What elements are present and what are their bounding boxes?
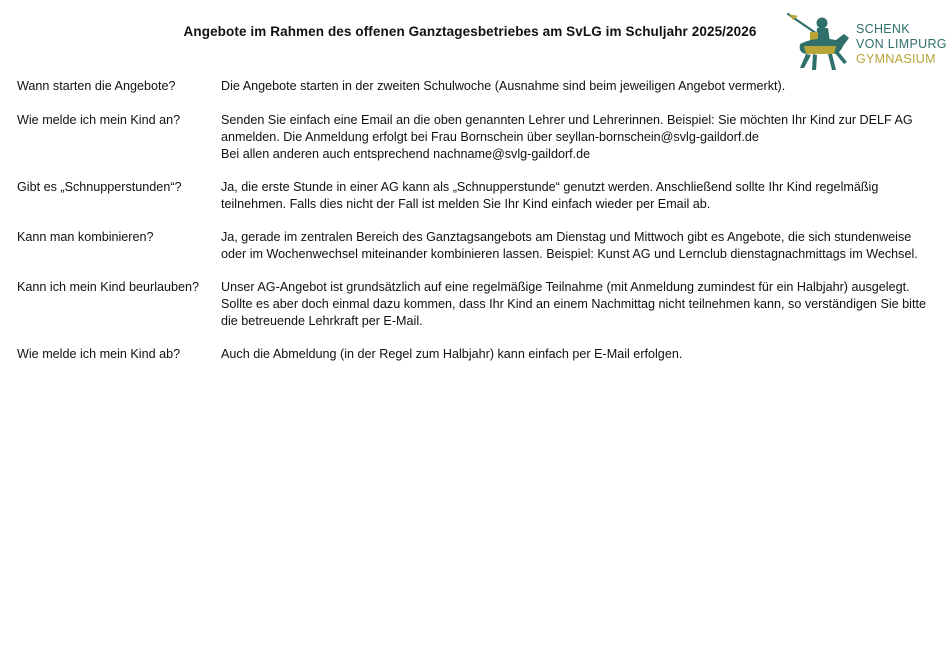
faq-answer-text: Die Angebote starten in der zweiten Schulwoche (Ausnahme sind beim jeweiligen Angebot vermerkt). xyxy=(221,79,786,93)
faq-answer-text: Senden Sie einfach eine Email an die oben genannten Lehrer und Lehrerinnen. Beispiel: Sie möchten Ihr Kind zur DELF AG anmelden. Die Anmeldung erfolgt bei Frau Bornschein über seyllan-bornschein@svlg-gaildorf.de xyxy=(221,113,913,144)
faq-question: Gibt es „Schnupperstunden“? xyxy=(17,180,182,194)
faq-answer-text: Ja, gerade im zentralen Bereich des Ganztagsangebots am Dienstag und Mittwoch gibt es Angebote, die sich stundenweise oder im Wochenwechsel miteinander kombinieren lassen. Beispiel: Kunst AG und Lernclub dienstagnachmittags im Wechsel. xyxy=(221,230,918,261)
faq-answer-text: Ja, die erste Stunde in einer AG kann als „Schnupperstunde“ genutzt werden. Anschließend sollte Ihr Kind regelmäßig teilnehmen. Falls dies nicht der Fall ist melden Sie Ihr Kind einfach wieder per Email ab. xyxy=(221,180,879,211)
faq-list xyxy=(17,78,937,363)
faq-row-combine xyxy=(17,229,937,263)
faq-question: Wann starten die Angebote? xyxy=(17,79,176,93)
faq-answer xyxy=(221,112,937,163)
logo-line-1: SCHENK xyxy=(856,22,910,36)
faq-answer-text: Bei allen anderen auch entsprechend nachname@svlg-gaildorf.de xyxy=(221,147,591,161)
faq-row-unregister xyxy=(17,346,937,363)
faq-row-trial xyxy=(17,179,937,213)
faq-answer xyxy=(221,78,937,95)
faq-answer xyxy=(221,279,937,330)
logo-line-3: GYMNASIUM xyxy=(856,52,936,66)
school-logo xyxy=(786,10,950,72)
faq-question: Wie melde ich mein Kind ab? xyxy=(17,347,181,361)
knight-rider-icon xyxy=(786,10,852,72)
logo-line-2: VON LIMPURG xyxy=(856,37,947,51)
faq-row-leave xyxy=(17,279,937,330)
faq-question: Kann man kombinieren? xyxy=(17,230,154,244)
faq-question: Wie melde ich mein Kind an? xyxy=(17,113,181,127)
faq-answer xyxy=(221,229,937,263)
faq-answer xyxy=(221,179,937,213)
faq-row-start xyxy=(17,78,937,95)
faq-question: Kann ich mein Kind beurlauben? xyxy=(17,280,200,294)
faq-row-register xyxy=(17,112,937,163)
faq-answer xyxy=(221,346,937,363)
faq-answer-text: Unser AG-Angebot ist grundsätzlich auf eine regelmäßige Teilnahme (mit Anmeldung zumindest für ein Halbjahr) ausgelegt. Sollte es aber doch einmal dazu kommen, dass Ihr Kind an einem Nachmittag nicht teilnehmen kann, so verständigen Sie bitte die betreuende Lehrkraft per E-Mail. xyxy=(221,280,926,328)
faq-answer-text: Auch die Abmeldung (in der Regel zum Halbjahr) kann einfach per E-Mail erfolgen. xyxy=(221,347,683,361)
logo-wordmark xyxy=(856,22,947,67)
page-title: Angebote im Rahmen des offenen Ganztagesbetriebes am SvLG im Schuljahr 2025/2026 xyxy=(183,24,757,39)
